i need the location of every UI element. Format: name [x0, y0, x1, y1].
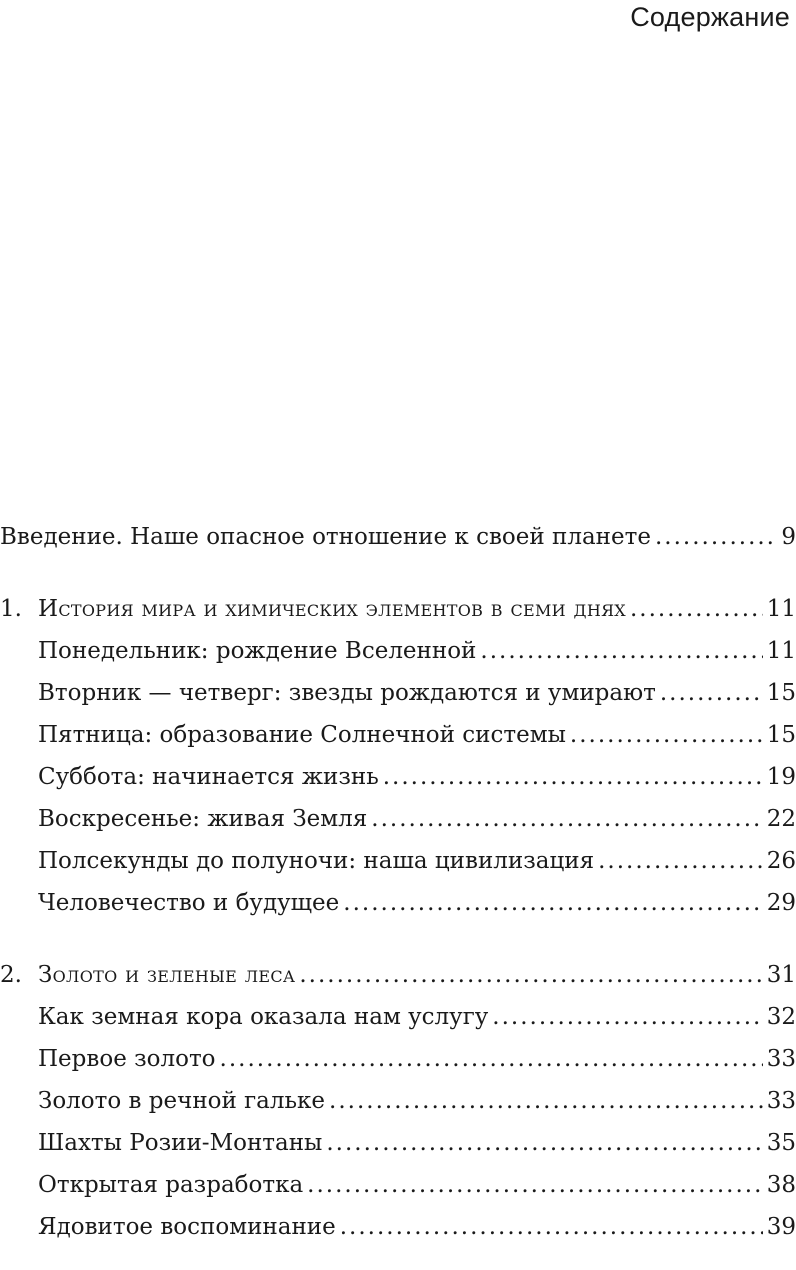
dot-leader	[299, 962, 762, 988]
section-title: Человечество и будущее	[38, 890, 340, 916]
section-page: 38	[766, 1172, 796, 1198]
toc-entry-label: Введение. Наше опасное отношение к своей планете	[0, 524, 651, 550]
dot-leader	[598, 848, 763, 874]
section-title: Первое золото	[38, 1046, 216, 1072]
section-page: 15	[766, 680, 796, 706]
toc-entry-page: 9	[781, 524, 796, 550]
section-page: 26	[766, 848, 796, 874]
toc-section[interactable]	[0, 1158, 796, 1198]
section-page: 29	[766, 890, 796, 916]
section-title: Полсекунды до полуночи: наша цивилизация	[38, 848, 595, 874]
dot-leader	[307, 1172, 763, 1198]
toc-section[interactable]	[0, 666, 796, 706]
dot-leader	[383, 764, 763, 790]
dot-leader	[570, 722, 763, 748]
chapter-number: 2.	[0, 962, 22, 988]
section-page: 33	[766, 1088, 796, 1114]
toc-section[interactable]	[0, 792, 796, 832]
chapter-title: Золото и зеленые леса	[38, 962, 296, 988]
dot-leader	[371, 806, 762, 832]
section-title: Ядовитое воспоминание	[38, 1214, 336, 1240]
chapter-number: 1.	[0, 596, 22, 622]
dot-leader	[630, 596, 763, 622]
toc-section[interactable]	[0, 750, 796, 790]
toc-section[interactable]	[0, 1074, 796, 1114]
toc-section[interactable]	[0, 834, 796, 874]
toc-section[interactable]	[0, 708, 796, 748]
dot-leader	[340, 1214, 763, 1240]
dot-leader	[660, 680, 763, 706]
toc-chapter-1[interactable]	[0, 582, 796, 622]
section-page: 11	[766, 638, 796, 664]
toc-section[interactable]	[0, 624, 796, 664]
section-page: 22	[766, 806, 796, 832]
page-title: Содержание	[630, 2, 790, 32]
section-title: Пятница: образование Солнечной системы	[38, 722, 566, 748]
toc-section[interactable]	[0, 1032, 796, 1072]
section-page: 32	[766, 1004, 796, 1030]
toc-section[interactable]	[0, 876, 796, 916]
chapter-page: 31	[766, 962, 796, 988]
section-title: Суббота: начинается жизнь	[38, 764, 379, 790]
dot-leader	[480, 638, 762, 664]
section-page: 15	[766, 722, 796, 748]
dot-leader	[343, 890, 762, 916]
chapter-title: История мира и химических элементов в семи днях	[38, 596, 626, 622]
section-title: Шахты Розии-Монтаны	[38, 1130, 323, 1156]
section-page: 19	[766, 764, 796, 790]
toc-section[interactable]	[0, 1200, 796, 1240]
toc-chapter-2[interactable]	[0, 948, 796, 988]
section-title: Понедельник: рождение Вселенной	[38, 638, 477, 664]
chapter-page: 11	[766, 596, 796, 622]
dot-leader	[329, 1088, 763, 1114]
dot-leader	[492, 1004, 762, 1030]
section-page: 39	[766, 1214, 796, 1240]
section-title: Как земная кора оказала нам услугу	[38, 1004, 489, 1030]
section-page: 35	[766, 1130, 796, 1156]
section-title: Вторник — четверг: звезды рождаются и умирают	[38, 680, 656, 706]
section-title: Открытая разработка	[38, 1172, 304, 1198]
toc-entry-intro[interactable]	[0, 510, 796, 550]
dot-leader	[655, 524, 777, 550]
dot-leader	[220, 1046, 763, 1072]
section-title: Золото в речной гальке	[38, 1088, 326, 1114]
toc-section[interactable]	[0, 990, 796, 1030]
dot-leader	[326, 1130, 762, 1156]
section-title: Воскресенье: живая Земля	[38, 806, 368, 832]
toc-section[interactable]	[0, 1116, 796, 1156]
section-page: 33	[766, 1046, 796, 1072]
